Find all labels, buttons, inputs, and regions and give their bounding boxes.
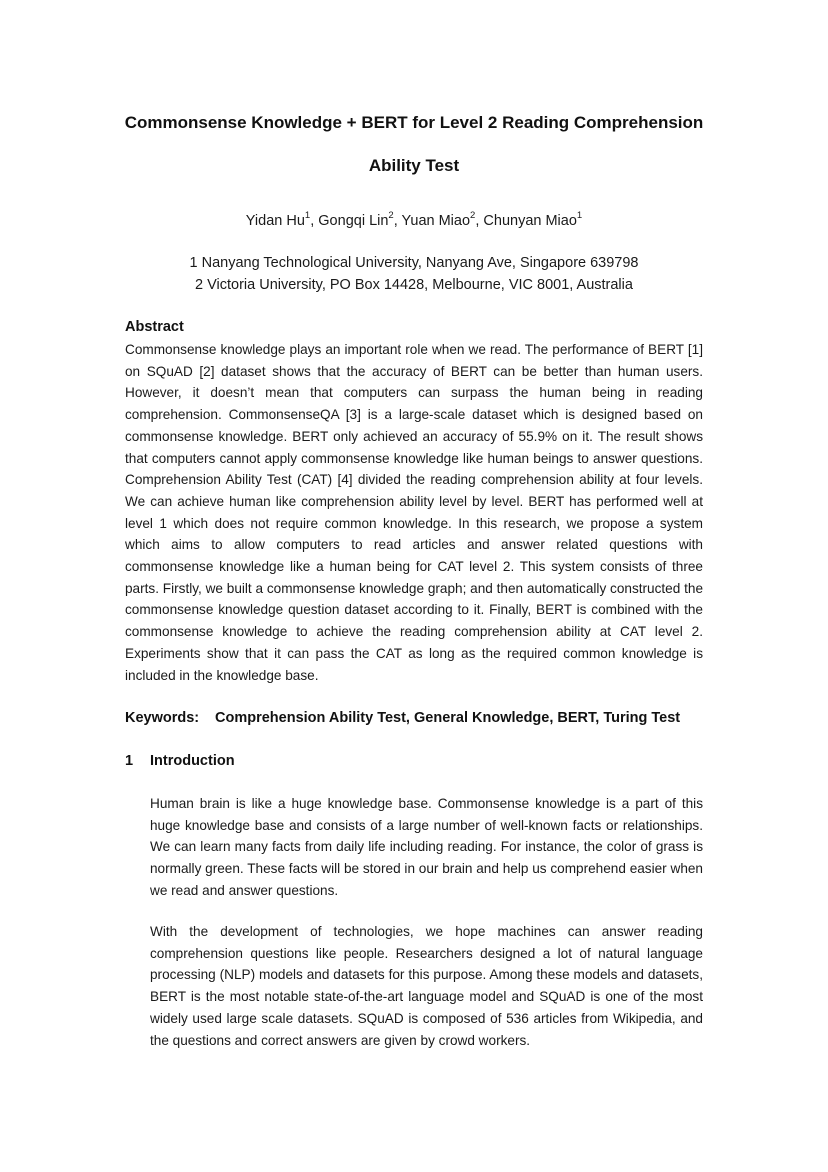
author-affiliation-mark: 1 xyxy=(304,210,311,221)
abstract-heading: Abstract xyxy=(125,319,184,335)
keywords-text: Comprehension Ability Test, General Knowledge, BERT, Turing Test xyxy=(215,710,681,726)
author-list: Yidan Hu$^1$, Gongqi Lin$^2$, Yuan Miao$^2$, Chunyan Miao$^1$ xyxy=(245,210,583,229)
section-number: 1 xyxy=(125,753,134,769)
keywords-line xyxy=(125,710,680,726)
keywords-label: Keywords: xyxy=(125,710,200,726)
author-name: Yidan Hu xyxy=(245,212,305,229)
affiliation-1: 1 Nanyang Technological University, Nanyang Ave, Singapore 639798 xyxy=(189,255,639,271)
author-name: Chunyan Miao xyxy=(483,212,577,229)
section-title-introduction: Introduction xyxy=(150,753,235,769)
author-name: Gongqi Lin xyxy=(318,212,389,229)
introduction-paragraph-2: With the development of technologies, we hope machines can answer reading comprehension questions like people. Researchers designed a lot of natural language processing (NLP) models and datasets for this purpose. Among these models and datasets, BERT is the most notable state-of-the-art language model and SQuAD is one of the most widely used large scale datasets. SQuAD is composed of 536 articles from Wikipedia, and the questions and correct answers are given by crowd workers. xyxy=(150,924,703,1048)
introduction-paragraph-1: Human brain is like a huge knowledge base. Commonsense knowledge is a part of this huge knowledge base and consists of a large number of well-known facts or relationships. We can learn many facts from daily life including reading. For instance, the color of grass is normally green. These facts will be stored in our brain and help us comprehend easier when we read and answer questions. xyxy=(150,796,703,898)
author-affiliation-mark: 2 xyxy=(470,210,476,221)
author-affiliation-mark: 2 xyxy=(388,210,394,221)
author-affiliation-mark: 1 xyxy=(576,210,583,221)
abstract-text: Commonsense knowledge plays an important role when we read. The performance of BERT [1] on SQuAD [2] dataset shows that the accuracy of BERT can be better than human users. However, it doesn’t mean that computers can surpass the human being in reading comprehension. CommonsenseQA [3] is a large-scale dataset which is designed based on commonsense knowledge. BERT only achieved an accuracy of 55.9% on it. The result shows that computers cannot apply commonsense knowledge like human beings to answer questions. Comprehension Ability Test (CAT) [4] divided the reading comprehension ability at four levels. We can achieve human like comprehension ability level by level. BERT has performed well at level 1 which does not require common knowledge. In this research, we propose a system which aims to allow computers to read articles and answer related questions with commonsense knowledge like a human being for CAT level 2. This system consists of three parts. Firstly, we built a commonsense knowledge graph; and then automatically constructed the commonsense knowledge question dataset according to it. Finally, BERT is combined with the commonsense knowledge to achieve the reading comprehension ability at CAT level 2. Experiments show that it can pass the CAT as long as the required common knowledge is included in the knowledge base. xyxy=(125,342,703,683)
paper-title-line-2: Ability Test xyxy=(368,156,460,175)
affiliation-2: 2 Victoria University, PO Box 14428, Melbourne, VIC 8001, Australia xyxy=(195,277,633,293)
author-name: Yuan Miao xyxy=(401,212,471,229)
paper-title-line-1: Commonsense Knowledge + BERT for Level 2 Reading Comprehension xyxy=(124,113,704,132)
